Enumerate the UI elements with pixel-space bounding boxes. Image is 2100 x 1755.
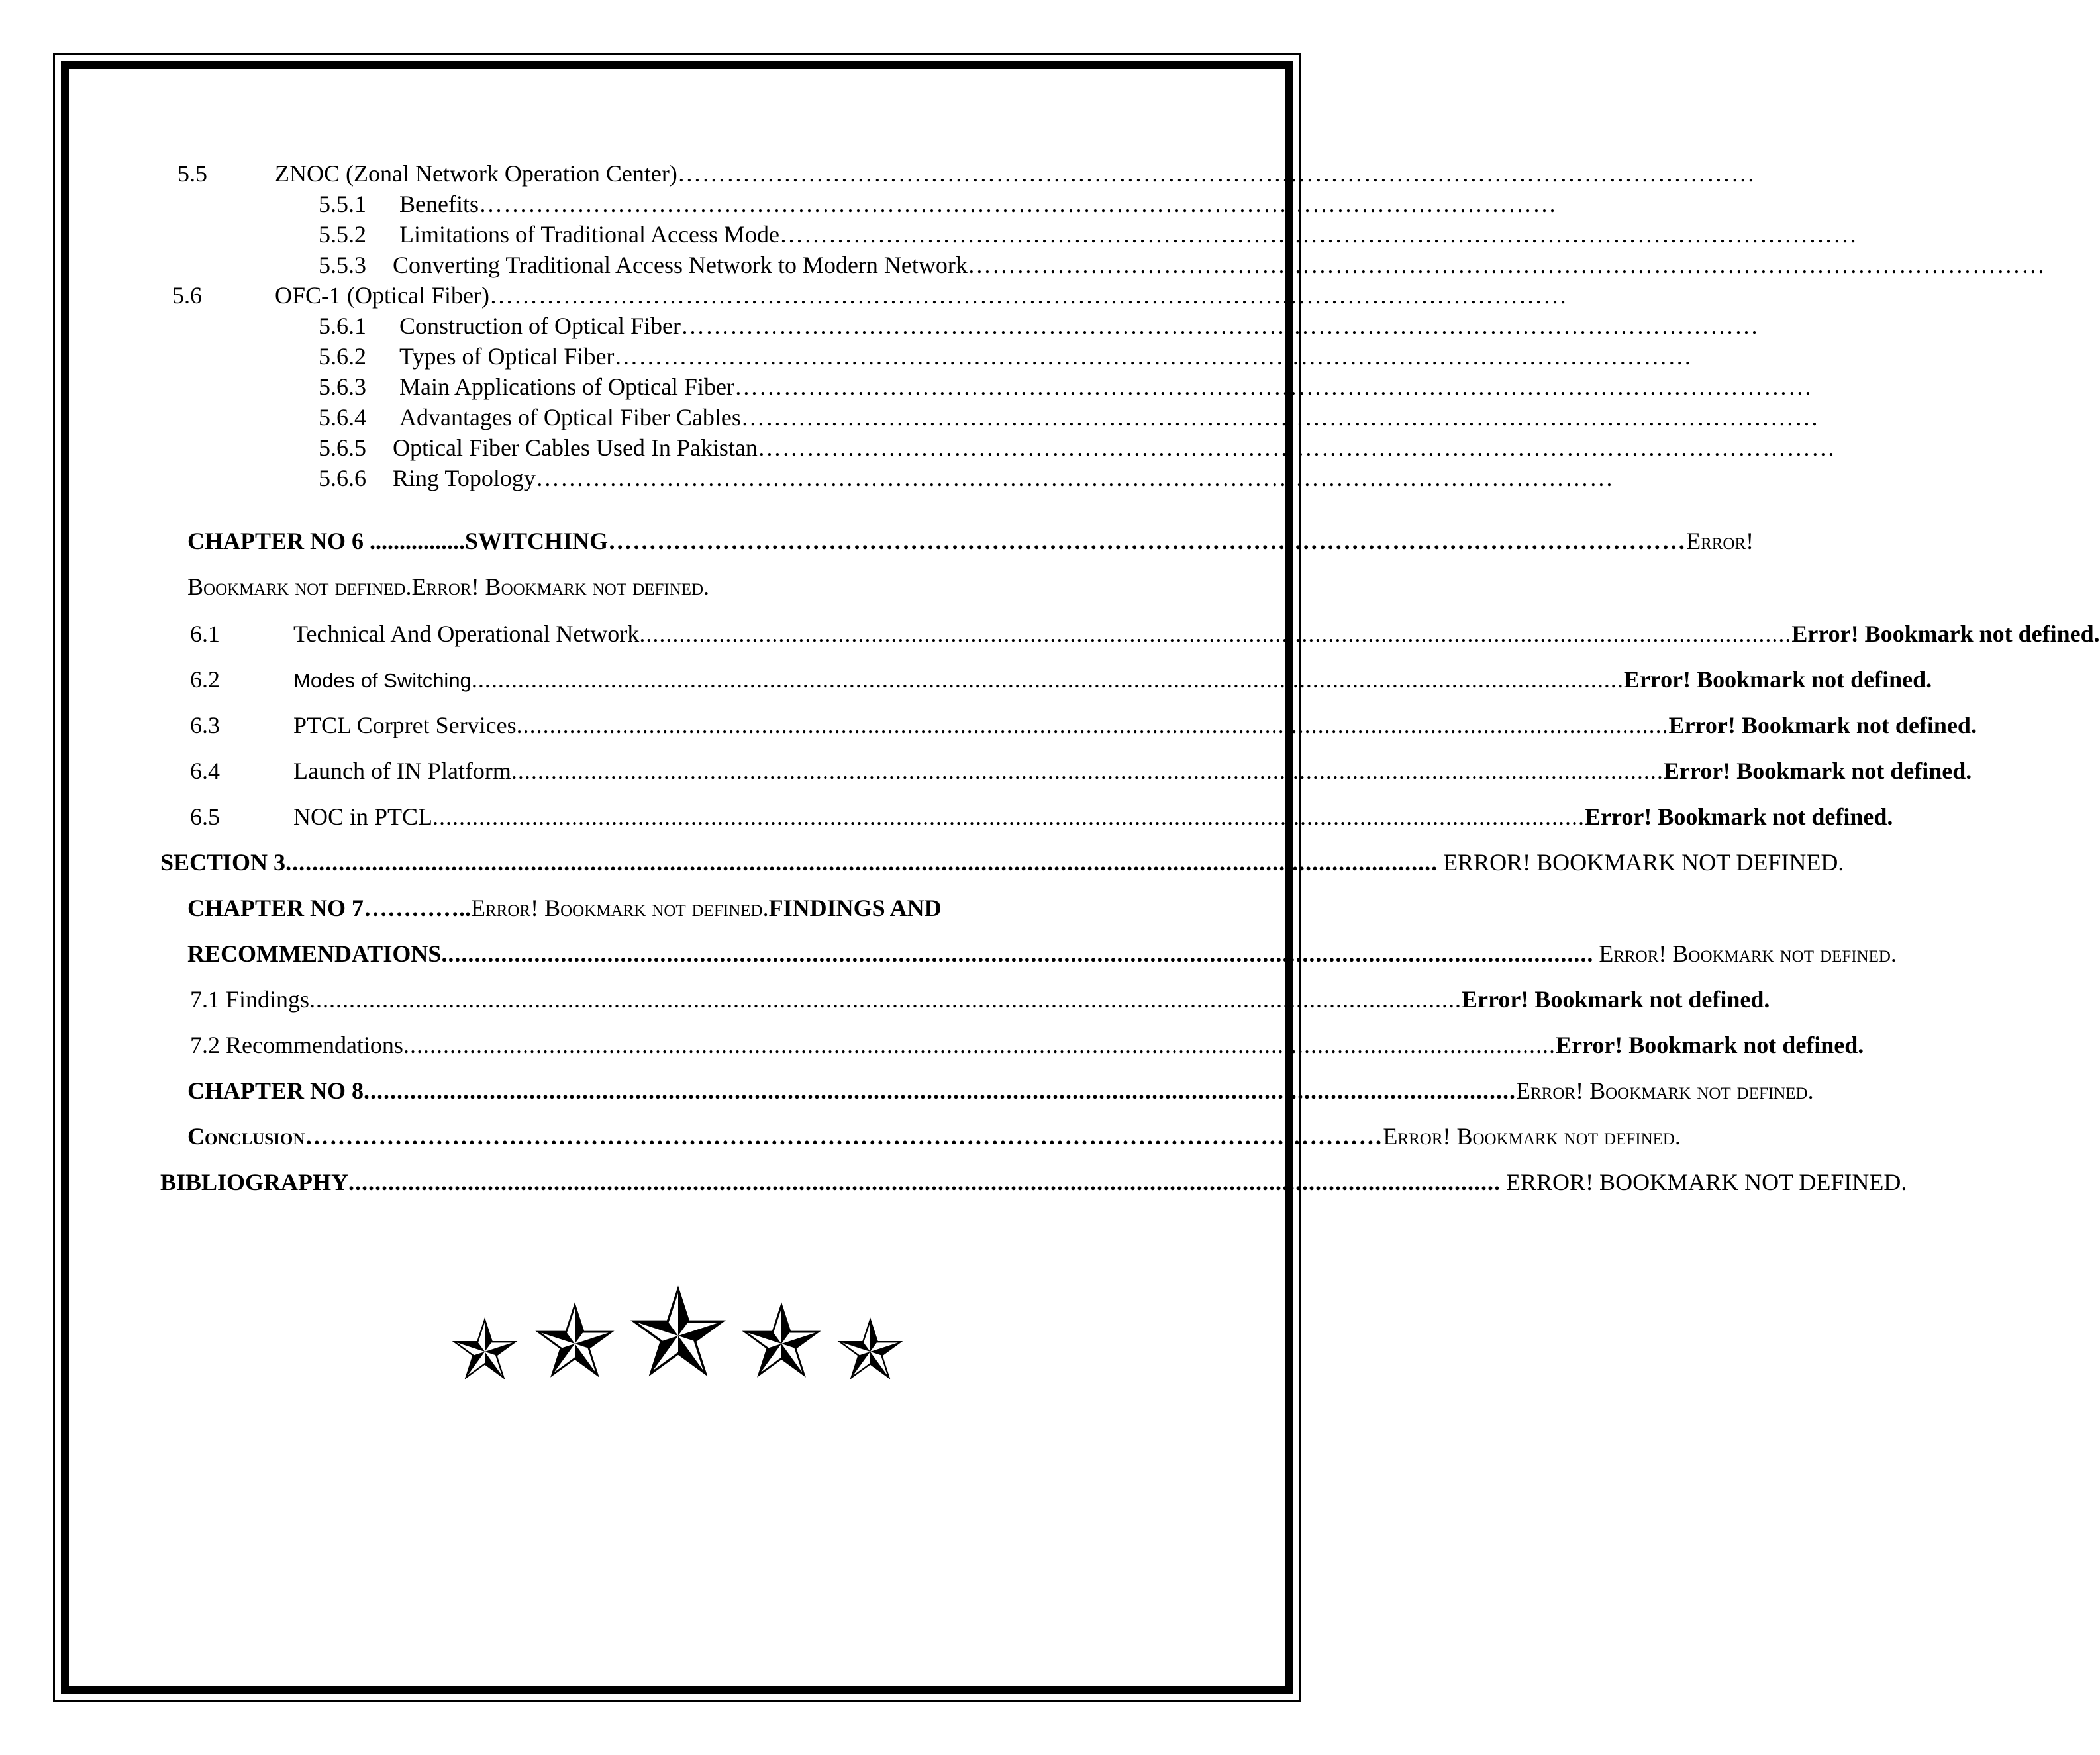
- toc-leader: ……………………………………………………………………………………………………………………: [740, 404, 1819, 430]
- toc-chapter-title: FINDINGS AND: [768, 895, 942, 921]
- toc-entry-5-6-6[interactable]: [319, 464, 1614, 493]
- toc-label: PTCL Corpret Services: [293, 712, 517, 738]
- toc-entry-chapter-7-title[interactable]: [187, 939, 1897, 968]
- toc-section-label: BIBLIOGRAPHY: [160, 1169, 349, 1195]
- toc-number: 6.2: [190, 666, 220, 693]
- toc-label: OFC-1 (Optical Fiber): [275, 282, 489, 309]
- toc-error-text: Error!: [1686, 528, 1754, 554]
- toc-leader: ..............................................................................................................................................................................: [364, 1078, 1517, 1104]
- toc-entry-chapter-7[interactable]: [187, 893, 942, 923]
- toc-number: 6.3: [190, 712, 220, 738]
- star-icon: [745, 1305, 818, 1375]
- toc-leader: ……………………………………………………………………………………………………………………: [779, 221, 1858, 248]
- toc-entry-5-5-3[interactable]: [319, 250, 2046, 279]
- toc-entry-5-6[interactable]: [172, 281, 1568, 310]
- toc-leader: ……………………………………………………………………………………………………………………: [614, 343, 1693, 370]
- toc-error-text: Error! Bookmark not defined.: [1462, 986, 1770, 1013]
- star-icon: [454, 1320, 515, 1378]
- toc-label: Benefits: [399, 191, 479, 217]
- toc-error-text: Error! Bookmark not defined.: [471, 895, 769, 921]
- toc-entry-6-2[interactable]: [190, 665, 1932, 695]
- toc-leader: ……………………………………………………………………………………………………………………: [677, 160, 1756, 187]
- toc-entry-5-6-3[interactable]: [319, 372, 1813, 401]
- toc-label: Main Applications of Optical Fiber: [399, 374, 734, 400]
- toc-label: Limitations of Traditional Access Mode: [399, 221, 779, 248]
- toc-entry-conclusion[interactable]: [187, 1122, 1681, 1151]
- toc-error-text: Error! Bookmark not defined.: [1516, 1078, 1814, 1104]
- toc-number: 6.5: [190, 803, 220, 830]
- toc-label: Advantages of Optical Fiber Cables: [399, 404, 741, 430]
- toc-error-text: Error! Bookmark not defined.: [1791, 621, 2100, 647]
- toc-number: 5.6.4: [319, 404, 366, 430]
- toc-entry-chapter-8[interactable]: [187, 1076, 1814, 1105]
- toc-error-text: ERROR! BOOKMARK NOT DEFINED.: [1443, 849, 1844, 876]
- toc-entry-6-4[interactable]: [190, 756, 1972, 785]
- toc-number: 5.6.5: [319, 434, 366, 461]
- toc-leader: ……………………………………………………………………………………………………………………: [489, 282, 1568, 309]
- toc-number: 5.6.2: [319, 343, 366, 370]
- toc-entry-bibliography[interactable]: [160, 1168, 1907, 1197]
- toc-label: Converting Traditional Access Network to Modern Network: [393, 252, 968, 278]
- toc-number: 5.6.6: [319, 465, 366, 491]
- toc-leader: ..............................................................................................................................................................................: [432, 803, 1585, 830]
- toc-chapter-heading: Conclusion: [187, 1123, 305, 1150]
- toc-error-text: Error! Bookmark not defined.: [1599, 940, 1897, 967]
- toc-label: Modes of Switching: [293, 669, 472, 692]
- toc-leader: ……………………………………………………………………………………………………………………: [967, 252, 2046, 278]
- toc-leader: ..............................................................................................................................................................................: [516, 712, 1669, 738]
- toc-section-label: SECTION 3: [160, 849, 286, 876]
- toc-number: 5.6.1: [319, 313, 366, 339]
- toc-entry-5-5[interactable]: [177, 159, 1756, 188]
- toc-leader: ..............................................................................................................................................................................: [403, 1032, 1556, 1058]
- star-icon: [840, 1320, 900, 1378]
- toc-error-text: Error! Bookmark not defined.: [1623, 666, 1932, 693]
- toc-label: 7.1 Findings: [190, 986, 310, 1013]
- toc-label: ZNOC (Zonal Network Operation Center): [275, 160, 677, 187]
- toc-entry-5-5-2[interactable]: [319, 220, 1858, 249]
- toc-entry-5-6-4[interactable]: [319, 403, 1819, 432]
- toc-entry-5-6-2[interactable]: [319, 342, 1693, 371]
- toc-leader: ……………………………………………………………………………………………………………………: [757, 434, 1836, 461]
- toc-number: 6.1: [190, 621, 220, 647]
- toc-entry-6-3[interactable]: [190, 711, 1977, 740]
- toc-error-text: Error! Bookmark not defined.: [1663, 758, 1972, 784]
- toc-chapter-title: RECOMMENDATIONS: [187, 940, 442, 967]
- toc-error-text: Error! Bookmark not defined.: [1585, 803, 1893, 830]
- toc-entry-6-5[interactable]: [190, 802, 1893, 831]
- toc-leader: …………..: [364, 895, 472, 921]
- toc-number: 5.5.1: [319, 191, 366, 217]
- toc-chapter-heading: CHAPTER NO 8: [187, 1078, 364, 1104]
- toc-leader: ……………………………………………………………………………………………………………………: [680, 313, 1759, 339]
- star-icon: [538, 1305, 611, 1375]
- toc-label: Types of Optical Fiber: [399, 343, 615, 370]
- toc-entry-5-6-1[interactable]: [319, 311, 1759, 340]
- toc-leader: ……………………………………………………………………………………………………………………: [734, 374, 1813, 400]
- toc-entry-section-3[interactable]: [160, 848, 1844, 877]
- toc-chapter-heading: CHAPTER NO 7: [187, 895, 364, 921]
- toc-label: Launch of IN Platform: [293, 758, 511, 784]
- toc-leader: ……………………………………………………………………………………………………………………: [305, 1123, 1383, 1150]
- toc-chapter-title: SWITCHING: [465, 528, 609, 554]
- toc-error-text: Error! Bookmark not defined.: [1383, 1123, 1681, 1150]
- toc-chapter-heading: CHAPTER NO 6 ................: [187, 528, 466, 554]
- toc-leader: ……………………………………………………………………………………………………………………: [535, 465, 1614, 491]
- toc-leader: ……………………………………………………………………………………………………………………: [478, 191, 1557, 217]
- toc-leader: ..............................................................................................................................................................................: [309, 986, 1462, 1013]
- toc-leader: ..............................................................................................................................................................................: [471, 666, 1624, 693]
- toc-entry-5-6-5[interactable]: [319, 433, 1836, 462]
- toc-leader: ..............................................................................................................................................................................: [441, 940, 1594, 967]
- toc-entry-chapter-6[interactable]: [187, 526, 1754, 556]
- toc-label: Technical And Operational Network: [293, 621, 640, 647]
- toc-leader: ..............................................................................................................................................................................: [348, 1169, 1501, 1195]
- toc-label: NOC in PTCL: [293, 803, 433, 830]
- toc-leader: ……………………………………………………………………………………………………………………: [608, 528, 1687, 554]
- toc-entry-5-5-1[interactable]: [319, 189, 1557, 219]
- toc-number: 5.5: [177, 160, 207, 187]
- toc-entry-7-2[interactable]: [190, 1030, 1864, 1060]
- toc-number: 6.4: [190, 758, 220, 784]
- toc-number: 5.5.2: [319, 221, 366, 248]
- toc-entry-6-1[interactable]: [190, 619, 2100, 648]
- toc-leader: ..............................................................................................................................................................................: [639, 621, 1792, 647]
- toc-error-text: ERROR! BOOKMARK NOT DEFINED.: [1506, 1169, 1907, 1195]
- toc-leader: ..............................................................................................................................................................................: [511, 758, 1664, 784]
- toc-number: 5.5.3: [319, 252, 366, 278]
- toc-error-text: Error! Bookmark not defined.: [1668, 712, 1977, 738]
- toc-entry-7-1[interactable]: [190, 985, 1770, 1014]
- toc-label: Ring Topology: [393, 465, 536, 491]
- toc-error-continuation: Bookmark not defined.Error! Bookmark not defined.: [187, 574, 710, 600]
- toc-label: Optical Fiber Cables Used In Pakistan: [393, 434, 758, 461]
- toc-error-text: Error! Bookmark not defined.: [1555, 1032, 1864, 1058]
- toc-leader: ..............................................................................................................................................................................: [285, 849, 1438, 876]
- toc-number: 5.6.3: [319, 374, 366, 400]
- toc-number: 5.6: [172, 282, 202, 309]
- star-icon: [634, 1289, 722, 1374]
- toc-label: Construction of Optical Fiber: [399, 313, 681, 339]
- toc-label: 7.2 Recommendations: [190, 1032, 403, 1058]
- star-ornament: [0, 1288, 1356, 1387]
